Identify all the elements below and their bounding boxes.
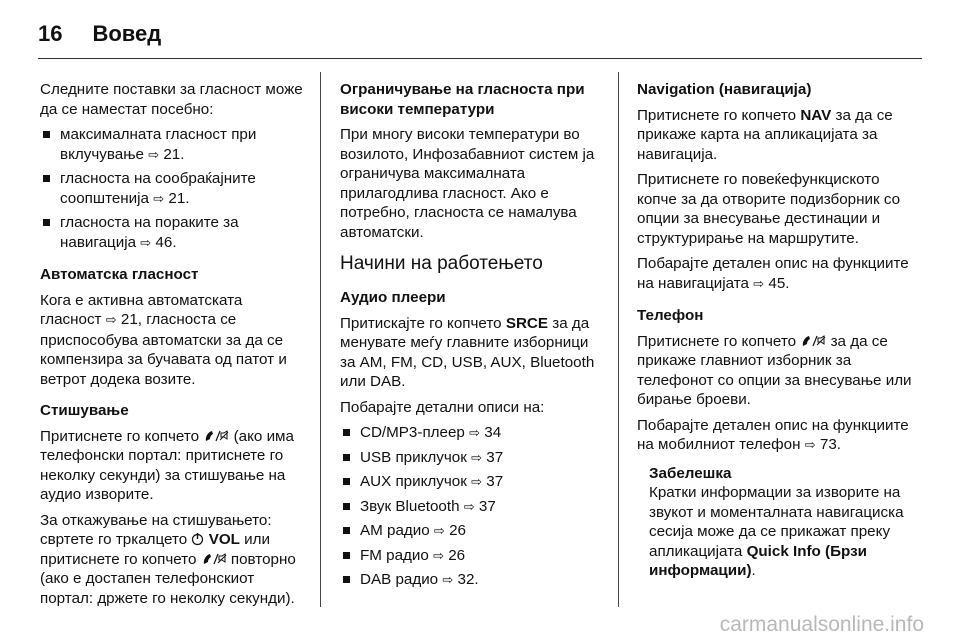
intro-text: Следните поставки за гласност може да се наместат посебно: [40,81,303,118]
auto-volume-text: Кога е активна автоматската гласност ⇨ 21, гласноста се приспособува автоматски за да се компензира за бучавата од патот и ветрот додека возите. [40,291,287,388]
phone-text: Притиснете го копчето за да се прикаже главниот изборник за телефонот со опции за внесување или бирање броеви. [637,332,912,408]
list-item: гласноста на сообраќајните соопштенија ⇨ 21. [40,169,306,209]
ref-icon: ⇨ [433,548,444,564]
list-item: USB приклучок ⇨ 37 [340,448,606,469]
ref-icon: ⇨ [148,147,160,163]
note-box [637,464,913,581]
auto-volume-heading: Автоматска гласност [40,266,199,283]
audio-sources-list [340,423,606,591]
list-item: AUX приклучок ⇨ 37 [340,472,606,493]
phone-heading: Телефон [637,307,704,324]
ref-icon: ⇨ [442,573,454,588]
list-item: Звук Bluetooth ⇨ 37 [340,497,606,518]
ref-icon: ⇨ [753,276,765,292]
operation-modes-heading: Начини на работењето [340,253,543,274]
ref-icon: ⇨ [471,475,483,490]
ref-icon: ⇨ [469,426,481,441]
navigation-details-text: Побарајте детален опис на функциите на навигацијата ⇨ 45. [637,255,909,292]
page-header [38,14,161,54]
ref-icon: ⇨ [433,524,445,539]
ref-icon: ⇨ [105,313,117,328]
volume-limit-text: При многу високи температури во возилото, Инфозабавниот систем ја ограничува максималната прилагодлива гласност. Ако е потребно, гласноста се намалува автоматски. [340,126,595,241]
header-divider [38,58,922,59]
navigation-text: Притиснете го копчето NAV за да се прикаже карта на апликацијата за навигација. [637,106,893,163]
volume-settings-list [40,125,306,253]
ref-icon: ⇨ [463,499,475,515]
power-knob-icon [191,532,204,546]
column-3 [637,80,913,587]
audio-players-heading: Аудио плеери [340,289,446,306]
phone-mute-icon [800,334,826,348]
mute-heading: Стишување [40,402,129,419]
navigation-submenu-text: Притиснете го повеќефункциското копче за да отворите подизборник со опции за внесување дестинации и структурирање на маршрутите. [637,171,901,247]
column-divider-1 [320,72,321,607]
phone-details-text: Побарајте детален опис на функциите на мобилниот телефон ⇨ 73. [637,416,909,453]
list-item: DAB радио ⇨ 32. [340,570,606,591]
list-item: FM радио ⇨ 26 [340,546,606,567]
column-1 [40,80,306,614]
page-number: 16 [38,21,63,46]
phone-mute-icon [203,429,229,443]
column-2 [340,80,606,597]
column-divider-2 [618,72,619,607]
note-text: Кратки информации за изворите на звукот и моменталната навигациска сесија може да се прикажат преку апликацијата Quick Info (Брзи информации). [649,484,904,579]
ref-icon: ⇨ [471,450,483,466]
list-item: CD/MP3-плеер ⇨ 34 [340,423,606,444]
phone-mute-icon [201,552,227,566]
page-title: Вовед [92,21,162,46]
list-item: AM радио ⇨ 26 [340,521,606,542]
note-heading: Забелешка [649,464,732,482]
mute-text: Притиснете го копчето (ако има телефонски портал: притиснете го неколку секунди) за стишување на аудио изворите. [40,427,294,503]
details-text: Побарајте детални описи на: [340,398,545,416]
ref-icon: ⇨ [804,438,816,453]
audio-players-text: Притискајте го копчето SRCE за да менувате меѓу главните изборници за AM, FM, CD, USB, AUX, Bluetooth или DAB. [340,314,595,390]
ref-icon: ⇨ [140,235,152,251]
list-item: гласноста на пораките за навигација ⇨ 46. [40,213,306,253]
ref-icon: ⇨ [153,191,165,207]
watermark: carmanualsonline.info [719,613,924,636]
unmute-text: За откажување на стишувањето: свртете го тркалцето VOL или притиснете го копчето повторно (ако е достапен телефонскиот портал: држете го неколку секунди). [40,511,296,607]
navigation-heading: Navigation (навигација) [637,81,812,98]
volume-limit-heading: Ограничување на гласноста при високи температури [340,81,585,118]
list-item: максималната гласност при вклучување ⇨ 21. [40,125,306,165]
